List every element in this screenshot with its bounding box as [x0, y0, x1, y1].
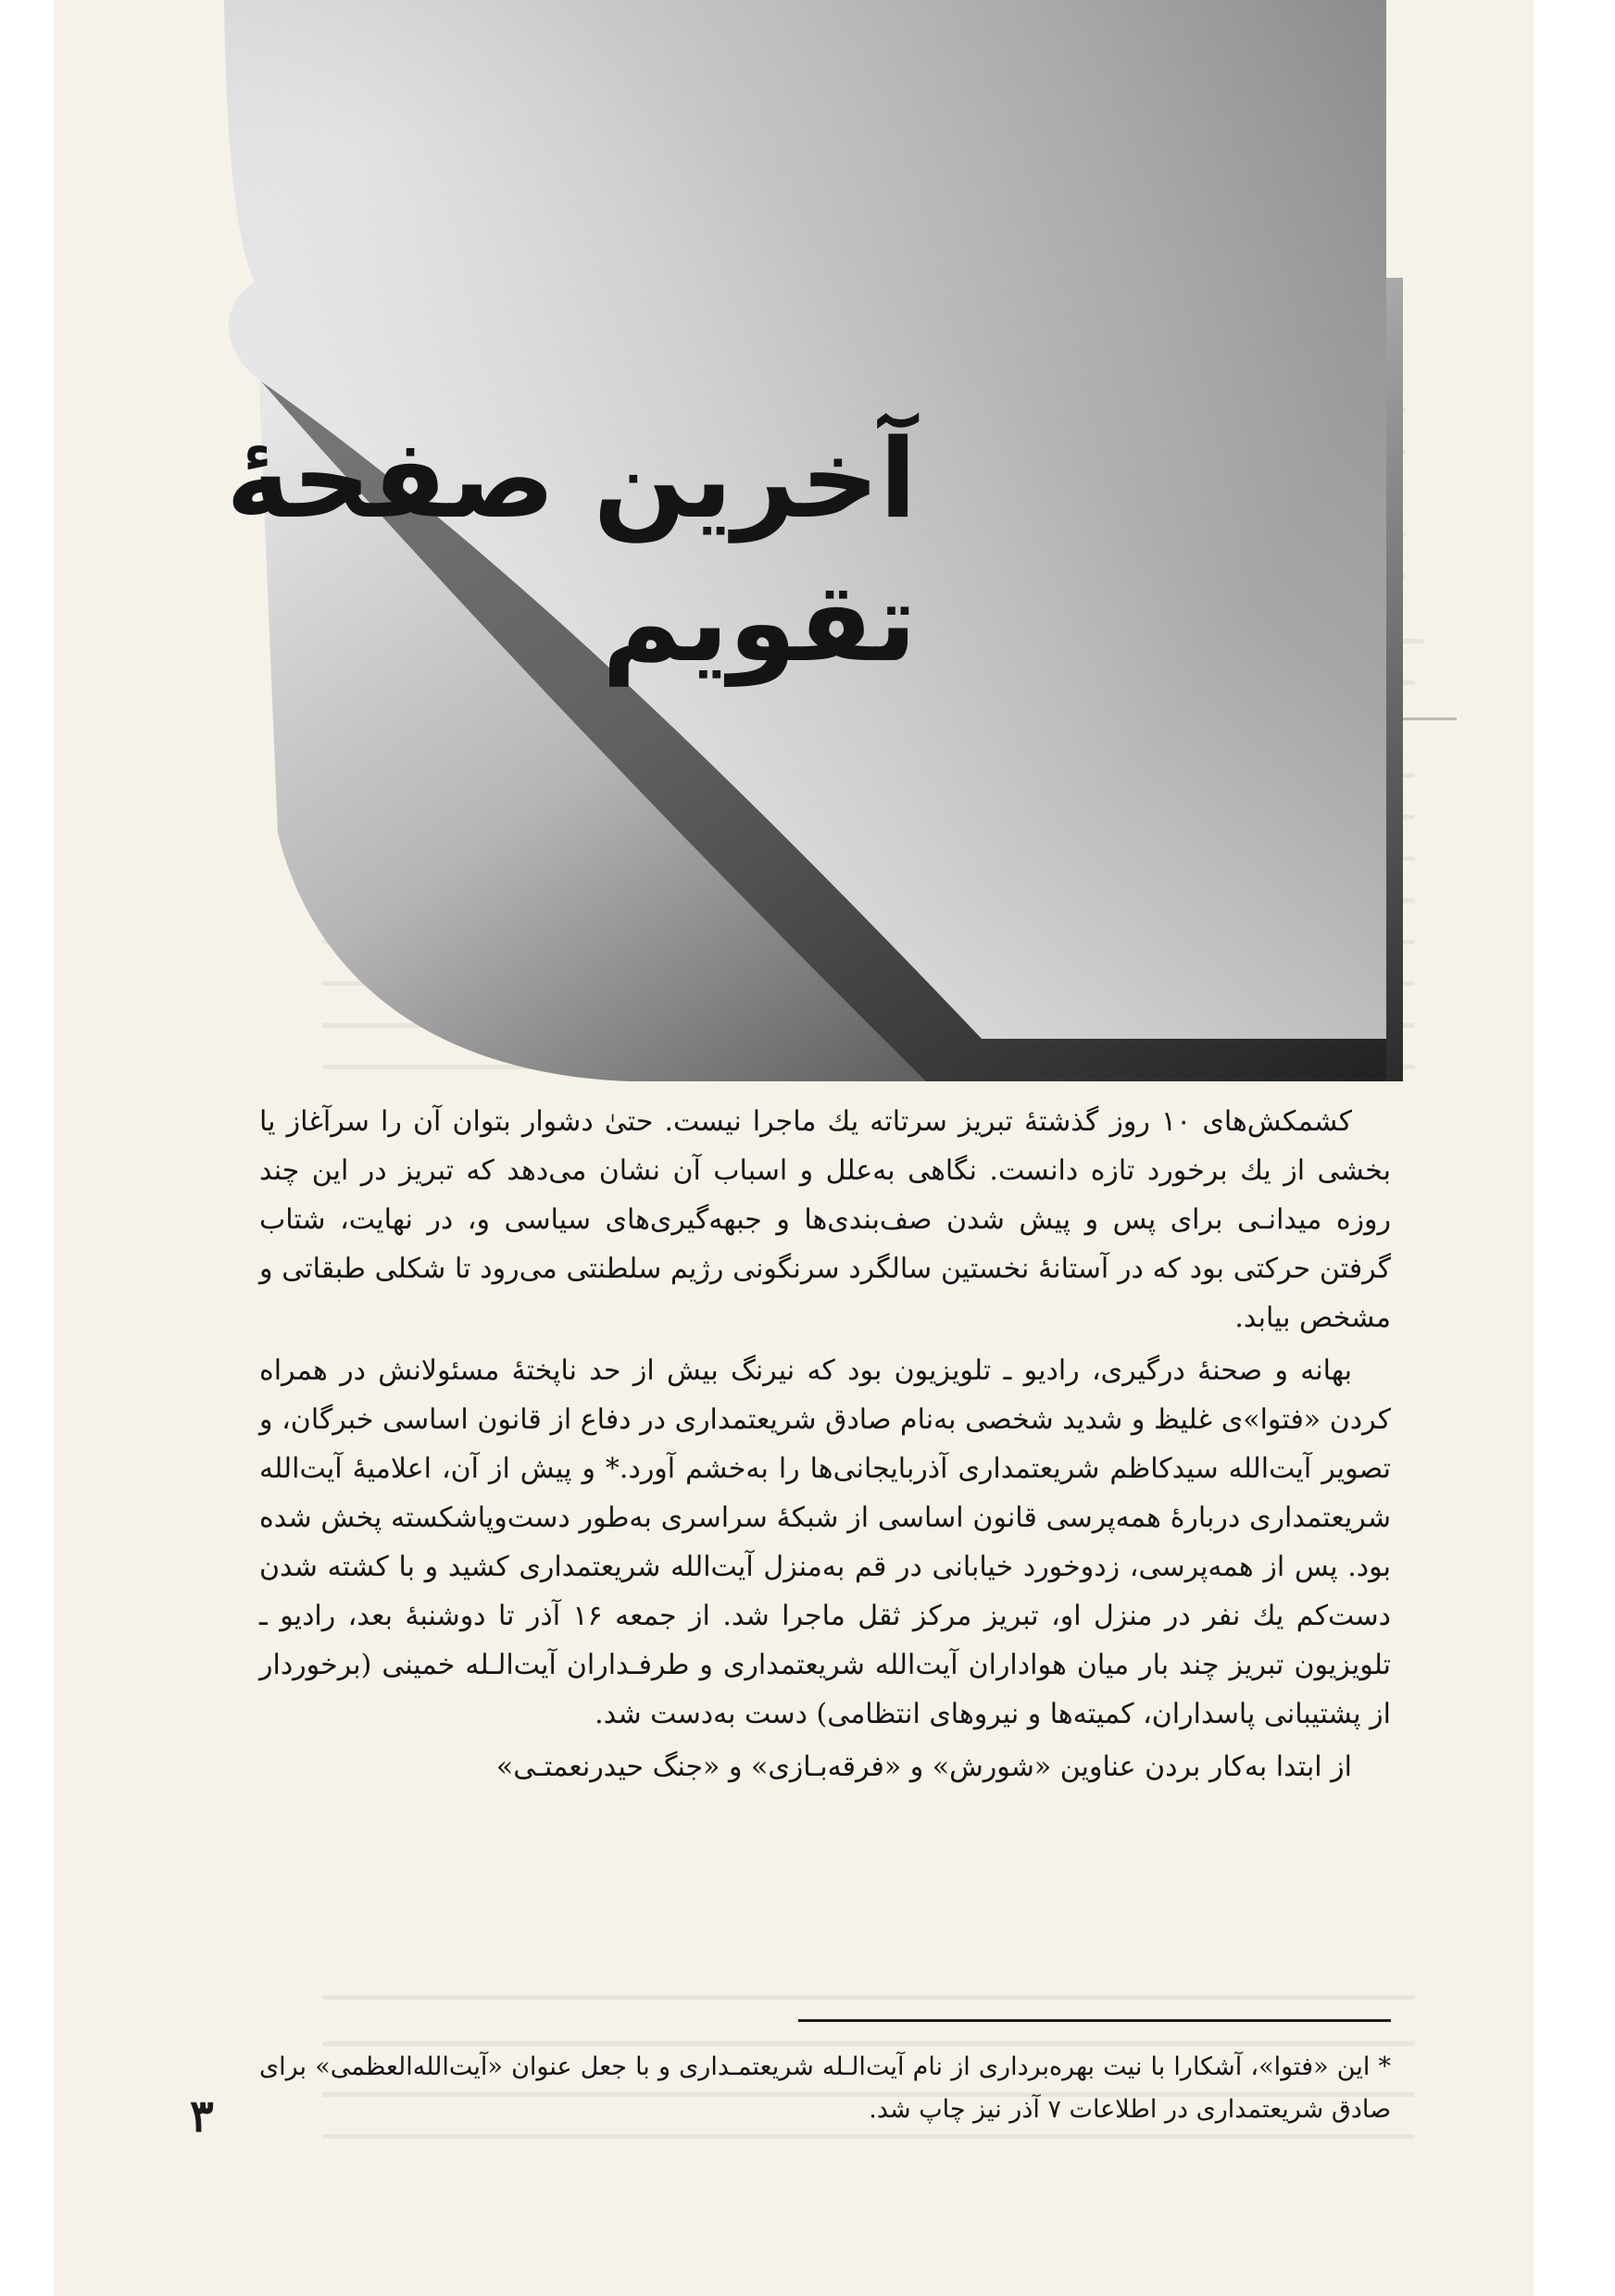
title-line-1: آخرین صفحهٔ	[225, 415, 917, 543]
paragraph-1: کشمکش‌های ۱۰ روز گذشتهٔ تبریز سرتاته یك ماجرا نیست. حتیٰ دشوار بتوان آن را سرآغاز یا بخشی از یك برخورد تازه دانست. نگاهی به‌علل و اسباب آن نشان می‌دهد که تبریز در این چند روزه میدانـی برای پس و پیش شدن صف‌بندی‌ها و جبهه‌گیری‌های سیاسی و، در نهایت، شتاب گرفتن حرکتی بود که در آستانهٔ نخستین سالگرد سرنگونی رژیم سلطنتی می‌رود تا شکلی طبقاتی و مشخص بیابد.	[259, 1105, 1391, 1334]
footnote	[259, 2046, 1391, 2131]
footnote-text: * این «فتوا»، آشکارا با نیت بهره‌برداری از نام آیت‌الـله شریعتمـداری و با جعل عنوان «آیت‌الله‌العظمی» برای صادق شریعتمداری در اطلاعات ۷ آذر نیز چاپ شد.	[259, 2053, 1391, 2124]
page-number: ۳	[190, 2090, 214, 2142]
paragraph-3: از ابتدا به‌کار بردن عناوین «شورش» و «فرقه‌بـازی» و «جنگ حیدرنعمتـی»	[495, 1751, 1352, 1783]
footnote-rule	[798, 2019, 1391, 2022]
title-block	[225, 407, 917, 694]
article-body	[259, 1097, 1391, 1791]
paragraph-2: بهانه و صحنهٔ درگیری، رادیو ـ تلویزیون بود که نیرنگ بیش از حد ناپختهٔ مسئولانش در همراه کردن «فتوا»ی غلیظ و شدید شخصی به‌نام صادق شریعتمداری در دفاع از قانون اساسی خبرگان، و تصویر آیت‌الله سیدکاظم شریعتمداری آذربایجانی‌ها را به‌خشم آورد.* و پیش از آن، اعلامیهٔ آیت‌الله شریعتمداری دربارهٔ همه‌پرسی قانون اساسی از شبکهٔ سراسری به‌طور دست‌وپاشکسته پخش شده بود. پس از همه‌پرسی، زدوخورد خیابانی در قم به‌منزل آیت‌الله شریعتمداری کشید و با کشته شدن دست‌کم یك نفر در منزل او، تبریز مرکز ثقل ماجرا شد. از جمعه ۱۶ آذر تا دوشنبهٔ بعد، رادیو ـ تلویزیون تبریز چند بار میان هواداران آیت‌الله شریعتمداری و طرفـداران آیت‌الـله خمینی (برخوردار از پشتیبانی پاسداران، کمیته‌ها و نیروهای انتظامی) دست به‌دست شد.	[259, 1354, 1391, 1730]
title-line-2: تقویم	[601, 558, 917, 686]
